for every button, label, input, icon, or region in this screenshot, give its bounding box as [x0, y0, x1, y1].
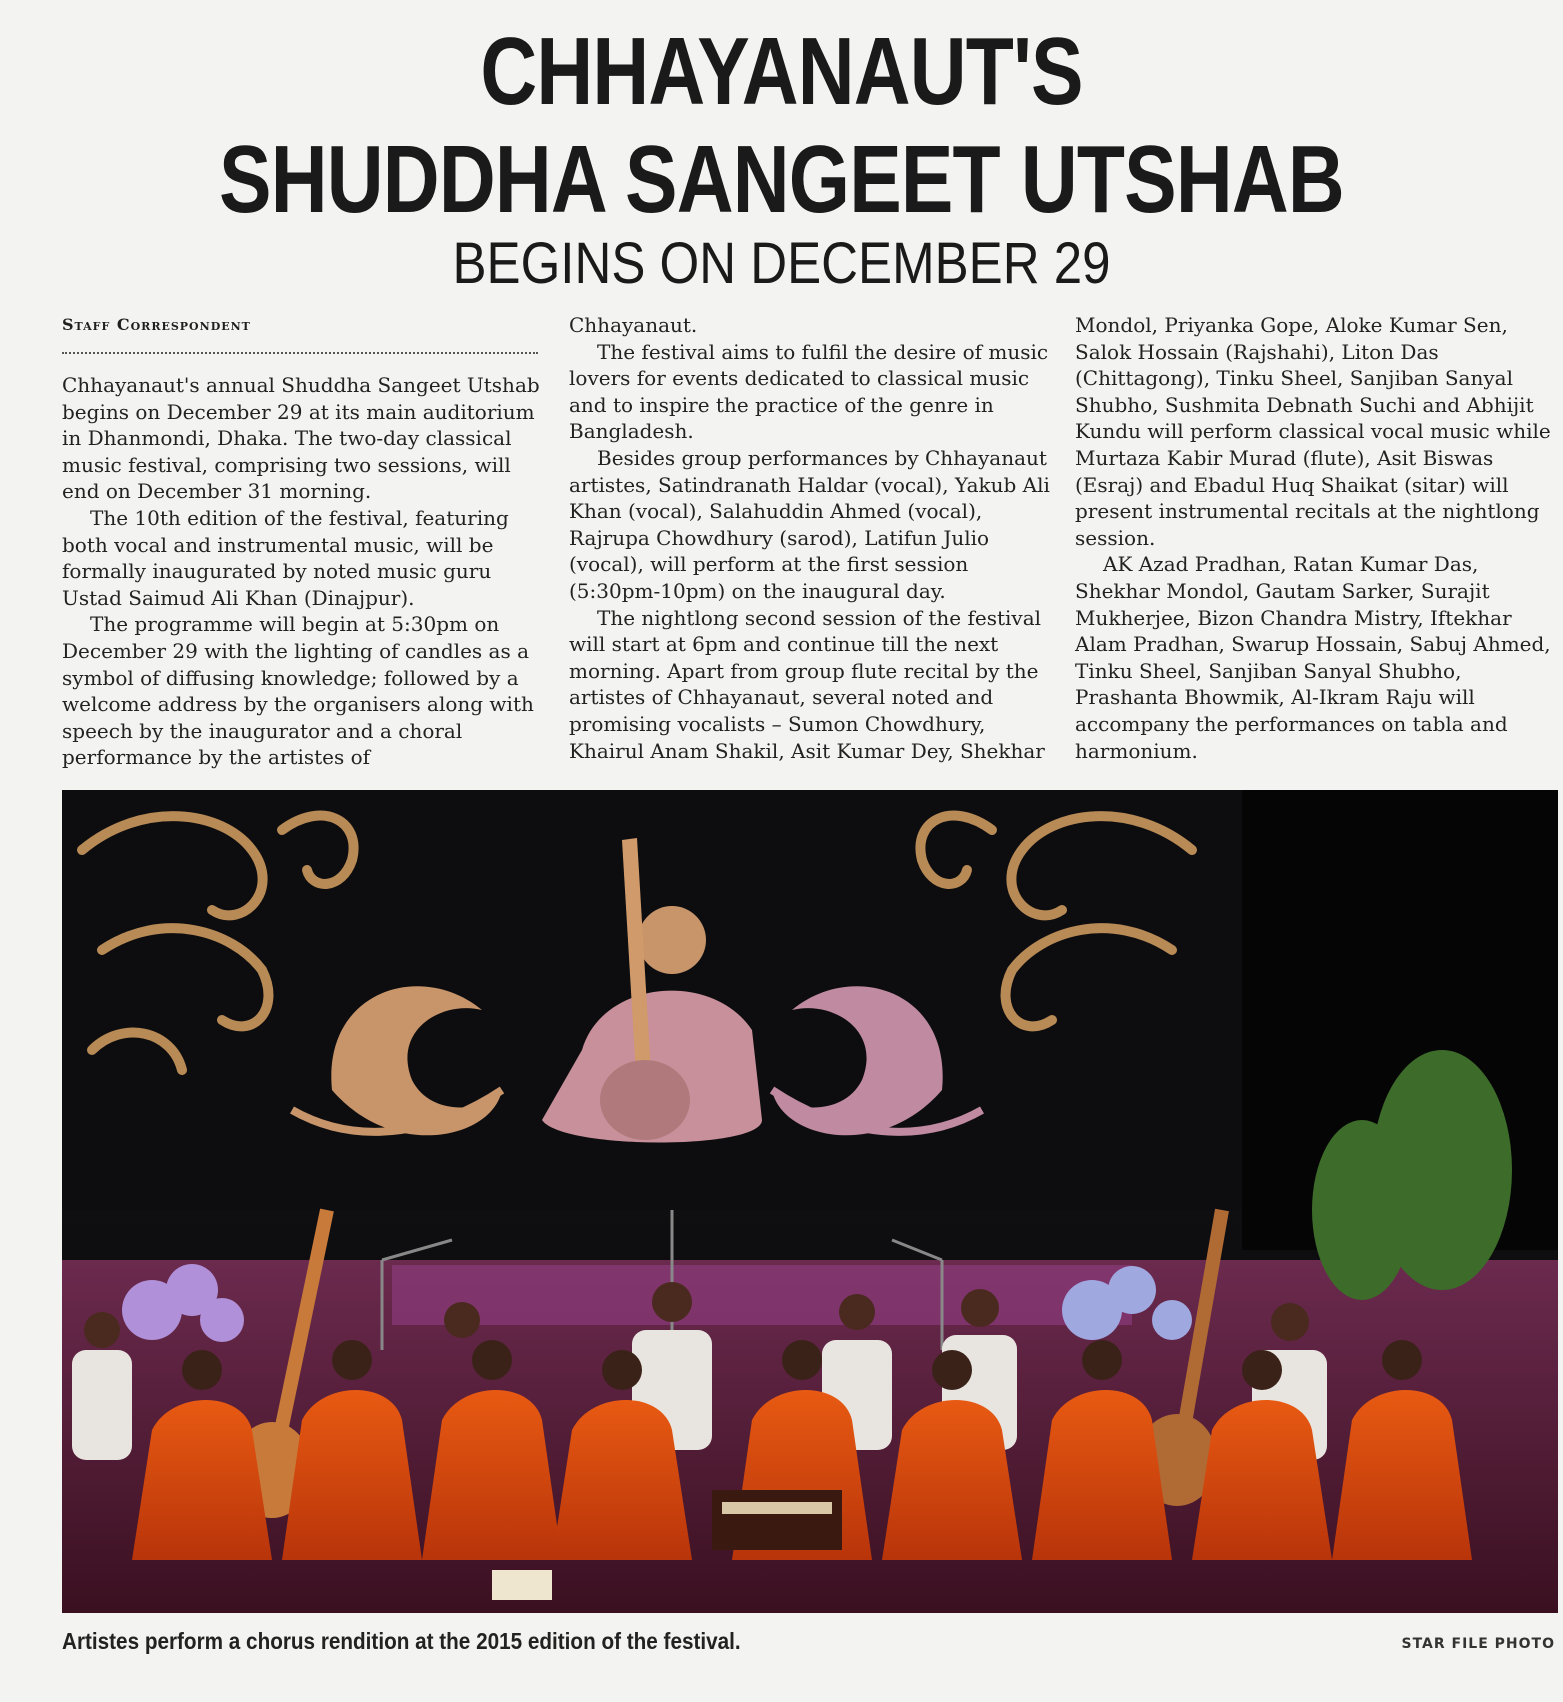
- paragraph: The nightlong second session of the festival will start at 6pm and continue till the next morning. Apart from group flute recital by the artistes of Chhayanaut, several noted and promising vocalists – Sumon Chowdhury, Khairul Anam Shakil, Asit Kumar Dey, Shekhar: [569, 605, 1045, 763]
- headline-line2: SHUDDHA SANGEET UTSHAB: [219, 126, 1344, 233]
- byline: Staff Correspondent: [62, 315, 251, 334]
- article-column-3: [1075, 312, 1560, 764]
- paragraph: Chhayanaut.: [569, 313, 698, 337]
- article-column-2: [569, 312, 1054, 764]
- headline-line1: CHHAYANAUT'S: [480, 18, 1083, 125]
- stage-illustration: [62, 790, 1558, 1613]
- paragraph: Besides group performances by Chhayanaut artistes, Satindranath Haldar (vocal), Yakub Ali Khan (vocal), Salahuddin Ahmed (vocal), Rajrupa Chowdhury (sarod), Latifun Julio (vocal), will perform at the first session (5:30pm-10pm) on the inaugural day.: [569, 445, 1050, 603]
- paragraph: AK Azad Pradhan, Ratan Kumar Das, Shekhar Mondol, Gautam Sarker, Surajit Mukherjee, Bizon Chandra Mistry, Iftekhar Alam Pradhan, Swarup Hossain, Sabuj Ahmed, Tinku Sheel, Sanjiban Sanyal Shubho, Prashanta Bhowmik, Al-Ikram Raju will accompany the performances on tabla and harmonium.: [1075, 552, 1551, 763]
- headline: [141, 18, 1423, 234]
- subheadline: BEGINS ON DECEMBER 29: [452, 231, 1111, 296]
- paragraph: The 10th edition of the festival, featuring both vocal and instrumental music, will be formally inaugurated by noted music guru Ustad Saimud Ali Khan (Dinajpur).: [62, 505, 509, 610]
- paragraph: Mondol, Priyanka Gope, Aloke Kumar Sen, Salok Hossain (Rajshahi), Liton Das (Chittagong), Tinku Sheel, Sanjiban Sanyal Shubho, Sushmita Debnath Suchi and Abhijit Kundu will perform classical vocal music while Murtaza Kabir Murad (flute), Asit Biswas (Esraj) and Ebadul Huq Shaikat (sitar) will present instrumental recitals at the nightlong session.: [1075, 313, 1551, 550]
- festival-photo: [62, 790, 1558, 1613]
- paragraph: The programme will begin at 5:30pm on December 29 with the lighting of candles as a symbol of diffusing knowledge; followed by a welcome address by the organisers along with speech by the inaugurator and a choral performance by the artistes of: [62, 612, 534, 770]
- harmonium: [712, 1490, 842, 1550]
- photo-caption: Artistes perform a chorus rendition at the 2015 edition of the festival.: [62, 1628, 741, 1654]
- byline-divider: [62, 352, 538, 354]
- paragraph: Chhayanaut's annual Shuddha Sangeet Utshab begins on December 29 at its main auditorium in Dhanmondi, Dhaka. The two-day classical music festival, comprising two sessions, will end on December 31 morning.: [62, 373, 540, 504]
- photo-credit: STAR FILE PHOTO: [1401, 1636, 1555, 1652]
- article-column-1: [62, 372, 542, 771]
- paragraph: The festival aims to fulfil the desire of music lovers for events dedicated to classical music and to inspire the practice of the genre in Bangladesh.: [569, 339, 1049, 444]
